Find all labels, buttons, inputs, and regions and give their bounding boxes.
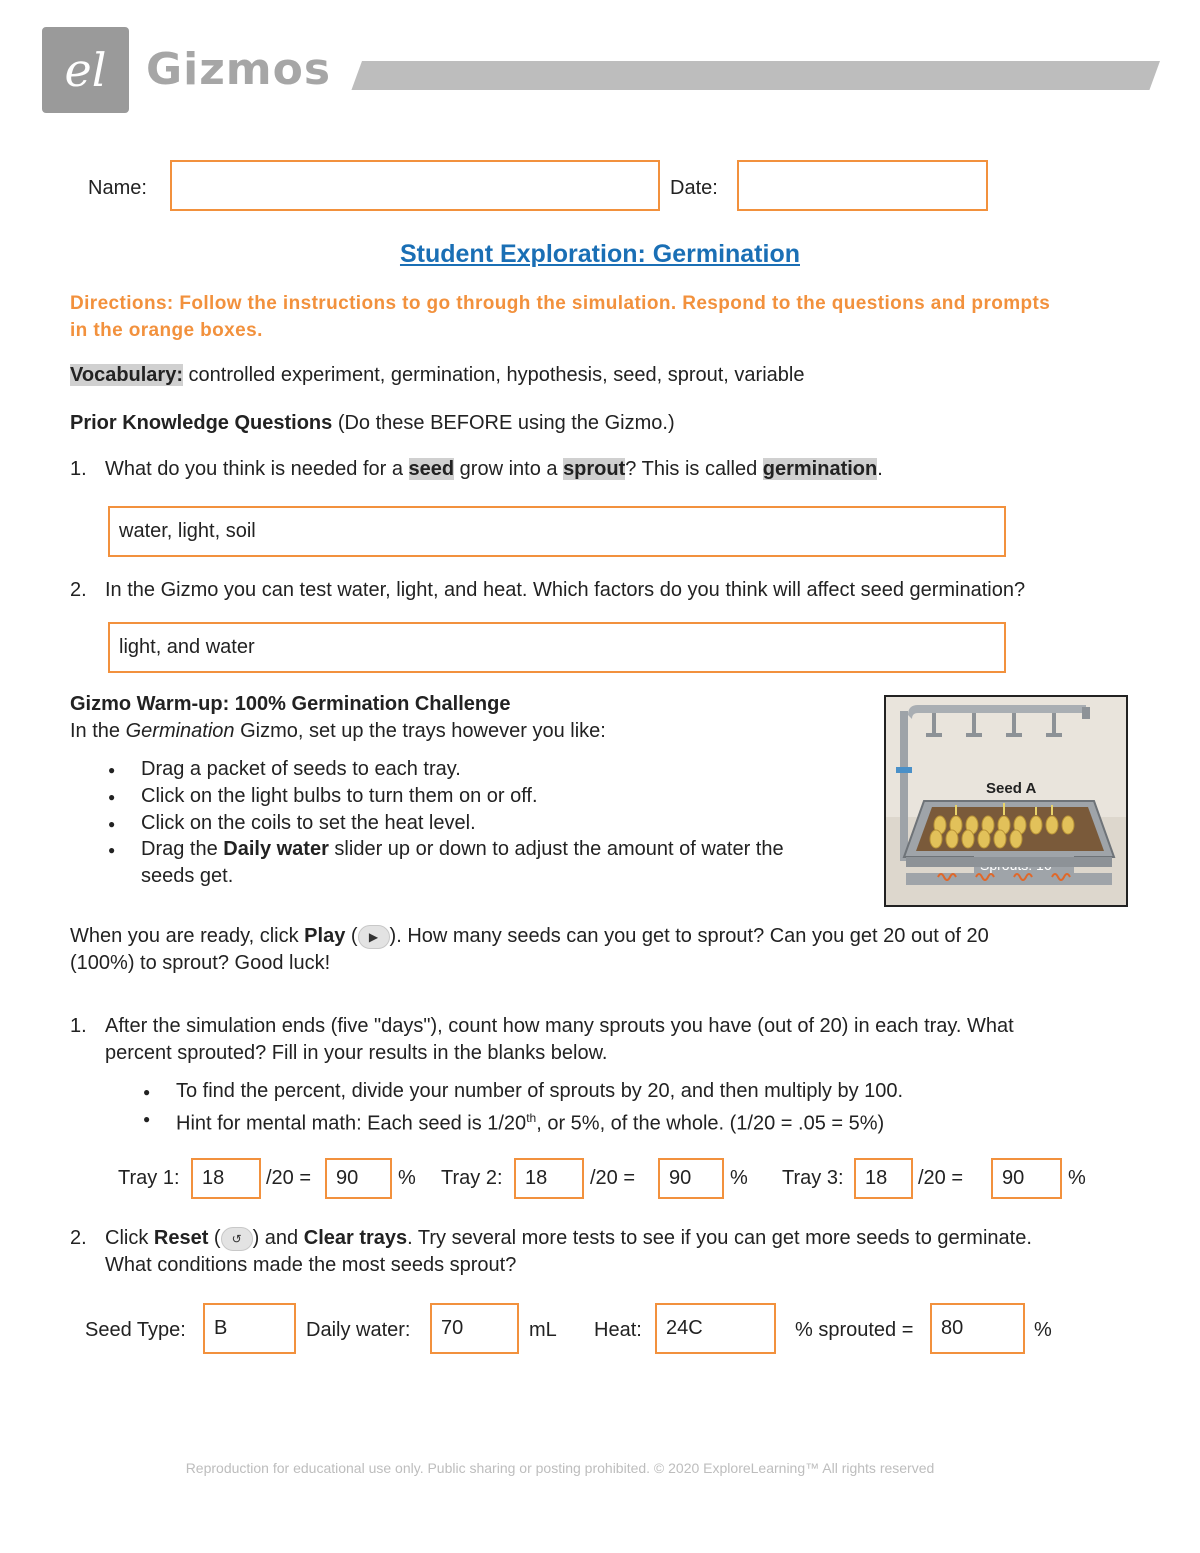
s2-clear-bold: Clear trays — [303, 1227, 408, 1249]
prior-heading: Prior Knowledge Questions — [70, 412, 333, 434]
heat-label: Heat: — [594, 1319, 642, 1341]
s2-reset-bold: Reset — [153, 1227, 209, 1249]
step-2-number: 2. — [70, 1227, 87, 1249]
question-2: In the Gizmo you can test water, light, and heat. Which factors do you think will affect seed germination? — [105, 579, 1026, 601]
play-instruction — [70, 923, 989, 950]
hint-2-post: , or 5%, of the whole. (1/20 = .05 = 5%) — [536, 1112, 885, 1135]
daily-water-field[interactable]: 70 — [430, 1303, 519, 1354]
step-2-line2: What conditions made the most seeds sprout? — [105, 1254, 517, 1276]
step-1-number: 1. — [70, 1015, 87, 1037]
tray-1-percent-field[interactable]: 90 — [325, 1158, 392, 1199]
tray-3-sprouts-field[interactable]: 18 — [854, 1158, 913, 1199]
name-field[interactable] — [170, 160, 660, 211]
seed-type-field[interactable]: B — [203, 1303, 296, 1354]
hint-2-sup: th — [526, 1111, 537, 1125]
step-1-line1: After the simulation ends (five "days"), count how many sprouts you have (out of 20) in each tray. What — [105, 1015, 1014, 1037]
s2-mid: ) and — [252, 1227, 304, 1249]
q1-text-mid2: ? This is called — [625, 458, 763, 480]
prior-knowledge-heading — [70, 410, 675, 437]
vocabulary-label: Vocabulary: — [70, 364, 183, 386]
q1-text-end: . — [877, 458, 883, 480]
warmup-intro-post: Gizmo, set up the trays however you like: — [234, 720, 606, 742]
s2-open: ( — [208, 1227, 221, 1249]
bullet-4-pre: Drag the — [141, 838, 224, 860]
hint-2-pre: Hint for mental math: Each seed is 1/20 — [176, 1112, 527, 1135]
warmup-bullet-4-line2: seeds get. — [141, 865, 234, 887]
vocabulary-text: controlled experiment, germination, hypothesis, seed, sprout, variable — [183, 364, 805, 386]
q1-text-mid: grow into a — [454, 458, 564, 480]
step-1-line2: percent sprouted? Fill in your results in the blanks below. — [105, 1042, 608, 1064]
tray-3-label: Tray 3: — [782, 1167, 844, 1189]
vocabulary — [70, 362, 804, 389]
q1-word-germination: germination — [762, 458, 878, 480]
logo-text: Gizmos — [146, 44, 332, 95]
answer-2-field[interactable]: light, and water — [108, 622, 1006, 673]
step-2-line1 — [105, 1225, 1032, 1252]
play-open: ( — [345, 925, 358, 947]
date-label: Date: — [670, 177, 718, 199]
directions: Directions: Follow the instructions to go through the simulation. Respond to the questions and prompts in the orange boxes. — [70, 293, 1051, 341]
germination-tray-illustration — [886, 697, 1126, 905]
tray-2-divisor: /20 = — [590, 1167, 636, 1189]
tray-3-percent-sign: % — [1068, 1167, 1086, 1189]
q1-text-pre: What do you think is needed for a — [105, 458, 409, 480]
tray-1-label: Tray 1: — [118, 1167, 180, 1189]
page-title: Student Exploration: Germination — [399, 240, 800, 268]
warmup-bullet-1: ● Drag a packet of seeds to each tray. — [141, 756, 461, 783]
prior-note: (Do these BEFORE using the Gizmo.) — [332, 412, 675, 434]
tray-3-percent-field[interactable]: 90 — [991, 1158, 1062, 1199]
header-bar — [351, 61, 1160, 90]
gizmo-screenshot — [884, 695, 1128, 907]
tray-2-label: Tray 2: — [441, 1167, 503, 1189]
tray-1-sprouts-field[interactable]: 18 — [191, 1158, 261, 1199]
question-2-number: 2. — [70, 579, 87, 601]
warmup-intro-pre: In the — [70, 720, 126, 742]
tray-1-divisor: /20 = — [266, 1167, 312, 1189]
tray-3-divisor: /20 = — [918, 1167, 964, 1189]
date-field[interactable] — [737, 160, 988, 211]
bullet-4-post: slider up or down to adjust the amount of water the — [328, 838, 784, 860]
question-1-number: 1. — [70, 458, 87, 480]
logo-mark: el — [42, 27, 129, 113]
tray-2-percent-field[interactable]: 90 — [658, 1158, 724, 1199]
warmup-bullet-4 — [141, 836, 784, 863]
warmup-intro-em: Germination — [125, 720, 235, 742]
seed-type-label: Seed Type: — [85, 1319, 186, 1341]
s2-pre: Click — [105, 1227, 154, 1249]
daily-water-unit: mL — [529, 1319, 557, 1341]
q1-word-sprout: sprout — [563, 458, 626, 480]
hint-bullet-1: ● To find the percent, divide your number of sprouts by 20, and then multiply by 100. — [176, 1078, 903, 1105]
s2-post: . Try several more tests to see if you can get more seeds to germinate. — [407, 1227, 1032, 1249]
play-bold: Play — [304, 925, 346, 947]
warmup-bullet-3: ● Click on the coils to set the heat level. — [141, 810, 476, 837]
hint-bullet-2 — [176, 1105, 884, 1138]
sprouted-unit: % — [1034, 1319, 1052, 1341]
warmup-intro — [70, 718, 606, 745]
seed-label: Seed A — [986, 780, 1037, 797]
play-pre: When you are ready, click — [70, 925, 305, 947]
question-1 — [105, 456, 883, 483]
daily-water-label: Daily water: — [306, 1319, 411, 1341]
sprouted-label: % sprouted = — [795, 1319, 914, 1341]
play-icon: ▶ — [358, 925, 390, 949]
tray-2-percent-sign: % — [730, 1167, 748, 1189]
reset-icon: ↺ — [221, 1227, 253, 1251]
name-label: Name: — [88, 177, 147, 199]
sprouted-field[interactable]: 80 — [930, 1303, 1025, 1354]
warmup-bullet-2: ● Click on the light bulbs to turn them on or off. — [141, 783, 538, 810]
tray-1-percent-sign: % — [398, 1167, 416, 1189]
answer-1-field[interactable]: water, light, soil — [108, 506, 1006, 557]
warmup-heading: Gizmo Warm-up: 100% Germination Challenge — [70, 693, 511, 715]
play-line2: (100%) to sprout? Good luck! — [70, 952, 331, 974]
bullet-4-bold: Daily water — [223, 838, 329, 860]
q1-word-seed: seed — [408, 458, 455, 480]
play-post: ). How many seeds can you get to sprout? Can you get 20 out of 20 — [389, 925, 989, 947]
heat-field[interactable]: 24C — [655, 1303, 776, 1354]
tray-2-sprouts-field[interactable]: 18 — [514, 1158, 584, 1199]
footer-copyright: Reproduction for educational use only. Public sharing or posting prohibited. © 2020 ExploreLearning™ All rights reserved — [185, 1460, 935, 1476]
